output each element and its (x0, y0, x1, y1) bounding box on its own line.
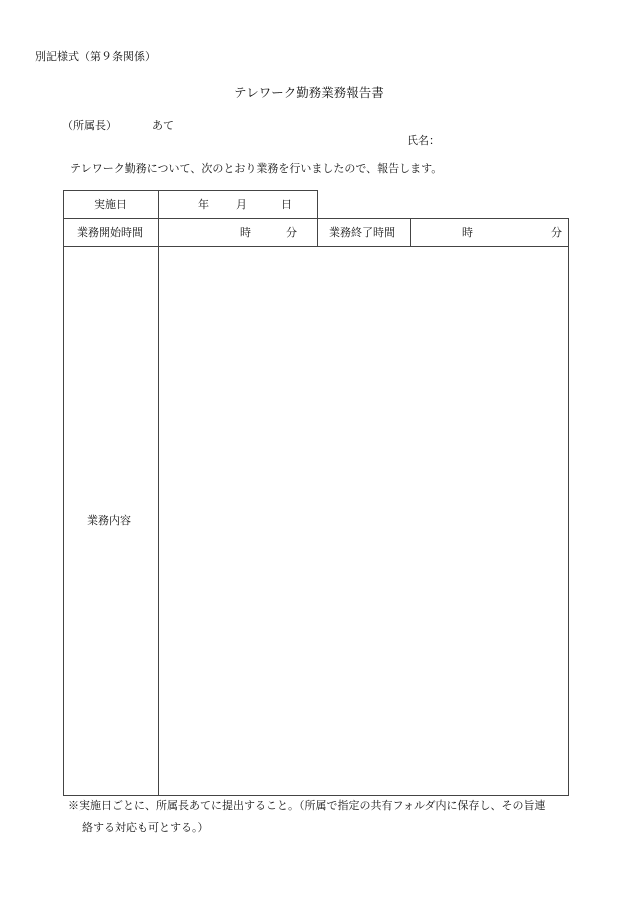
end-hour-unit: 時 (462, 226, 473, 239)
year-unit: 年 (198, 198, 209, 211)
name-label: 氏名： (407, 134, 440, 147)
content-label: 業務内容 (87, 514, 131, 527)
note-line-2: 絡する対応も可とする。） (82, 821, 209, 834)
page-title: テレワーク勤務業務報告書 (234, 85, 384, 100)
addressee-suffix: あて (152, 119, 174, 132)
month-unit: 月 (236, 198, 247, 211)
start-time-label: 業務開始時間 (77, 226, 143, 239)
start-hour-unit: 時 (240, 226, 251, 239)
intro-text: テレワーク勤務について、次のとおり業務を行いましたので、報告します。 (70, 162, 443, 175)
addressee-label: （所属長） (62, 119, 117, 132)
end-time-label: 業務終了時間 (329, 226, 395, 239)
content-field[interactable] (158, 246, 569, 796)
end-minute-unit: 分 (551, 226, 562, 239)
form-reference: 別記様式（第９条関係） (35, 50, 156, 63)
date-label: 実施日 (94, 198, 127, 211)
end-time-field[interactable] (410, 218, 569, 247)
start-minute-unit: 分 (286, 226, 297, 239)
note-line-1: ※実施日ごとに、所属長あてに提出すること。（所属で指定の共有フォルダ内に保存し、その旨連 (68, 799, 546, 812)
day-unit: 日 (281, 198, 292, 211)
